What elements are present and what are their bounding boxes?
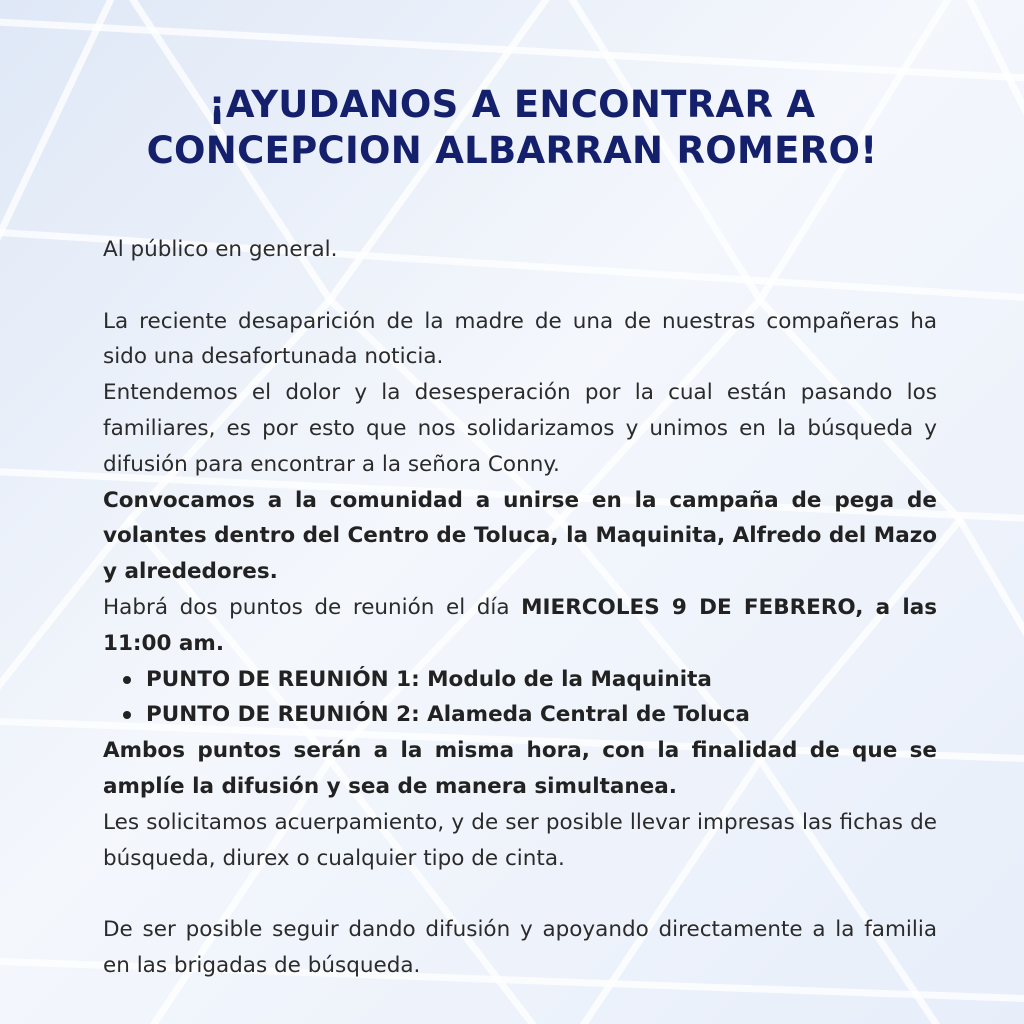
meeting-intro: Habrá dos puntos de reunión el día — [103, 594, 522, 620]
disappearance-paragraph: La reciente desaparición de la madre de una de nuestras compañeras ha sido una desafortunada noticia. — [103, 308, 937, 370]
flyer-title — [60, 82, 964, 174]
meeting-paragraph — [103, 590, 937, 662]
closing-paragraph: De ser posible seguir dando difusión y apoyando directamente a la familia en las brigadas de búsqueda. — [103, 917, 937, 978]
meeting-date: MIERCOLES 9 DE FEBRERO, a las 11:00 am. — [103, 594, 937, 656]
supplies-request: Les solicitamos acuerpamiento, y de ser posible llevar impresas las fichas de búsqueda, diurex o cualquier tipo de cinta. — [103, 809, 937, 871]
same-time-note: Ambos puntos serán a la misma hora, con la finalidad de que se amplíe la difusión y sea de manera simultanea. — [103, 738, 937, 799]
solidarity-paragraph: Entendemos el dolor y la desesperación por la cual están pasando los familiares, es por esto que nos solidarizamos y unimos en la búsqueda y difusión para encontrar a la señora Conny. — [103, 380, 937, 477]
meeting-point-2: PUNTO DE REUNIÓN 2: Alameda Central de Toluca — [103, 697, 937, 733]
flyer-body — [103, 232, 937, 984]
greeting: Al público en general. — [103, 237, 338, 262]
paragraph-gap — [103, 268, 937, 304]
call-to-action: Convocamos a la comunidad a unirse en la campaña de pega de volantes dentro del Centro de Toluca, la Maquinita, Alfredo del Mazo y alrededores. — [103, 487, 937, 585]
title-line-2: CONCEPCION ALBARRAN ROMERO! — [146, 129, 878, 172]
paragraph-gap — [103, 876, 937, 912]
title-line-1: ¡AYUDANOS A ENCONTRAR A — [208, 83, 816, 126]
meeting-points-list — [103, 662, 937, 734]
meeting-point-1: PUNTO DE REUNIÓN 1: Modulo de la Maquinita — [103, 662, 937, 698]
